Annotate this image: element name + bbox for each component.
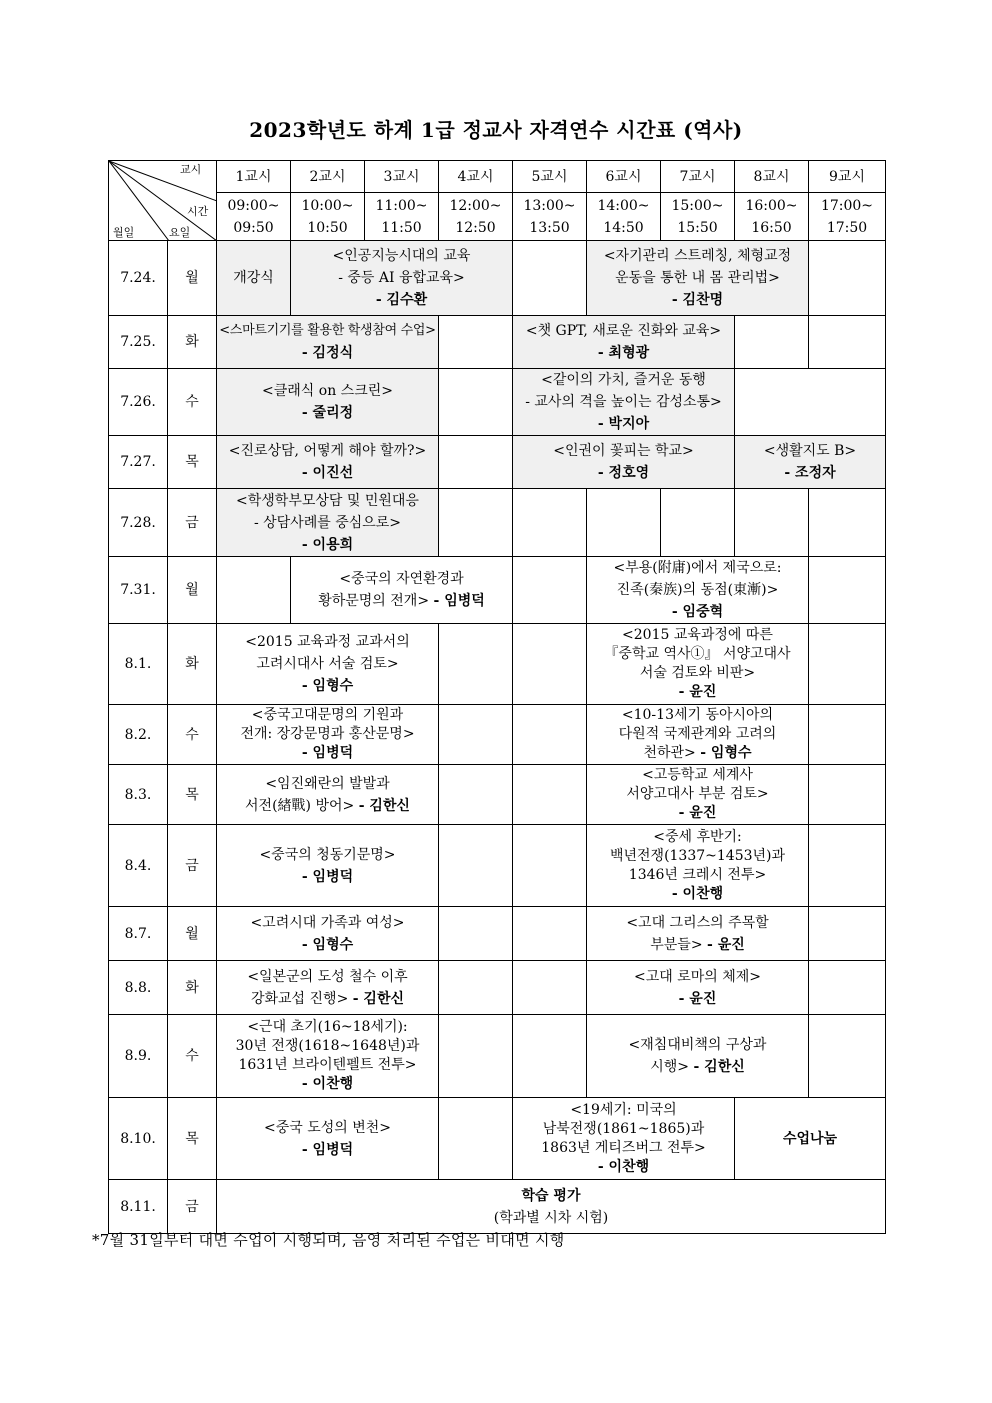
session-block: <학생학부모상담 및 민원대응 - 상담사례를 중심으로> - 이용희 bbox=[217, 489, 439, 557]
session-block: <스마트기기를 활용한 학생참여 수업> - 김정식 bbox=[217, 316, 439, 369]
period-3-time: 11:00~ 11:50 bbox=[365, 193, 439, 241]
session-block: <클래식 on 스크린> - 줄리정 bbox=[217, 369, 439, 436]
period-1-time: 09:00~ 09:50 bbox=[217, 193, 291, 241]
empty-cell bbox=[439, 961, 513, 1015]
row-day: 금 bbox=[168, 489, 217, 557]
empty-cell bbox=[809, 241, 886, 316]
empty-cell bbox=[809, 825, 886, 907]
session-block: <인권이 꽃피는 학교> - 정호영 bbox=[513, 436, 735, 489]
empty-cell bbox=[439, 825, 513, 907]
period-8-label: 8교시 bbox=[735, 161, 809, 193]
empty-cell bbox=[809, 624, 886, 705]
period-1-label: 1교시 bbox=[217, 161, 291, 193]
period-6-time: 14:00~ 14:50 bbox=[587, 193, 661, 241]
timetable bbox=[108, 160, 886, 1234]
session-block: <2015 교육과정 교과서의 고려시대사 서술 검토> - 임형수 bbox=[217, 624, 439, 705]
session-block: <중국의 자연환경과 황하문명의 전개> - 임병덕 bbox=[291, 557, 513, 624]
row-0809 bbox=[109, 1015, 886, 1098]
session-block: <2015 교육과정에 따른 『중학교 역사①』 서양고대사 서술 검토와 비판> - 윤진 bbox=[587, 624, 809, 705]
empty-cell bbox=[735, 369, 886, 436]
corner-label-weekday: 요일 bbox=[169, 226, 191, 239]
period-9-time: 17:00~ 17:50 bbox=[809, 193, 886, 241]
row-0811 bbox=[109, 1180, 886, 1234]
session-opening: 개강식 bbox=[217, 241, 291, 316]
empty-cell bbox=[513, 489, 587, 557]
empty-cell bbox=[217, 557, 291, 624]
session-block: <진로상담, 어떻게 해야 할까?> - 이진선 bbox=[217, 436, 439, 489]
header-row-periods bbox=[109, 161, 886, 193]
corner-label-period: 교시 bbox=[180, 163, 202, 176]
session-block: <챗 GPT, 새로운 진화와 교육> - 최형광 bbox=[513, 316, 735, 369]
row-date: 8.4. bbox=[109, 825, 168, 907]
empty-cell bbox=[809, 705, 886, 765]
row-day: 목 bbox=[168, 436, 217, 489]
row-date: 8.10. bbox=[109, 1098, 168, 1180]
row-date: 8.8. bbox=[109, 961, 168, 1015]
row-day: 수 bbox=[168, 1015, 217, 1098]
session-block: <중국 도성의 변천> - 임병덕 bbox=[217, 1098, 439, 1180]
row-date: 8.3. bbox=[109, 765, 168, 825]
header-row-times bbox=[109, 193, 886, 241]
period-7-time: 15:00~ 15:50 bbox=[661, 193, 735, 241]
empty-cell bbox=[439, 624, 513, 705]
corner-cell bbox=[109, 161, 217, 241]
empty-cell bbox=[439, 489, 513, 557]
empty-cell bbox=[587, 489, 661, 557]
row-day: 화 bbox=[168, 961, 217, 1015]
empty-cell bbox=[513, 1015, 587, 1098]
session-block: <고려시대 가족과 여성> - 임형수 bbox=[217, 907, 439, 961]
session-block: <일본군의 도성 철수 이후 강화교섭 진행> - 김한신 bbox=[217, 961, 439, 1015]
period-7-label: 7교시 bbox=[661, 161, 735, 193]
row-day: 금 bbox=[168, 825, 217, 907]
row-day: 월 bbox=[168, 241, 217, 316]
session-block: <10-13세기 동아시아의 다원적 국제관계와 고려의 천하관> - 임형수 bbox=[587, 705, 809, 765]
period-5-label: 5교시 bbox=[513, 161, 587, 193]
period-2-time: 10:00~ 10:50 bbox=[291, 193, 365, 241]
row-0724 bbox=[109, 241, 886, 316]
row-0725 bbox=[109, 316, 886, 369]
row-day: 월 bbox=[168, 907, 217, 961]
page-title: 2023학년도 하계 1급 정교사 자격연수 시간표 (역사) bbox=[249, 118, 743, 142]
period-9-label: 9교시 bbox=[809, 161, 886, 193]
empty-cell bbox=[809, 765, 886, 825]
row-day: 목 bbox=[168, 1098, 217, 1180]
empty-cell bbox=[513, 825, 587, 907]
row-0731 bbox=[109, 557, 886, 624]
row-date: 8.7. bbox=[109, 907, 168, 961]
empty-cell bbox=[439, 1098, 513, 1180]
empty-cell bbox=[439, 369, 513, 436]
row-0803 bbox=[109, 765, 886, 825]
row-date: 7.31. bbox=[109, 557, 168, 624]
row-day: 월 bbox=[168, 557, 217, 624]
empty-cell bbox=[513, 961, 587, 1015]
row-date: 7.26. bbox=[109, 369, 168, 436]
session-block: <중국의 청동기문명> - 임병덕 bbox=[217, 825, 439, 907]
corner-label-time: 시간 bbox=[187, 205, 209, 218]
row-date: 7.28. bbox=[109, 489, 168, 557]
session-block: <중세 후반기: 백년전쟁(1337~1453년)과 1346년 크레시 전투> - 이찬행 bbox=[587, 825, 809, 907]
session-block: <고등학교 세계사 서양고대사 부분 검토> - 윤진 bbox=[587, 765, 809, 825]
row-0801 bbox=[109, 624, 886, 705]
session-block: <재침대비책의 구상과 시행> - 김한신 bbox=[587, 1015, 809, 1098]
row-0728 bbox=[109, 489, 886, 557]
empty-cell bbox=[513, 624, 587, 705]
session-block: <생활지도 B> - 조정자 bbox=[735, 436, 886, 489]
empty-cell bbox=[809, 557, 886, 624]
row-day: 금 bbox=[168, 1180, 217, 1234]
empty-cell bbox=[439, 436, 513, 489]
row-date: 7.24. bbox=[109, 241, 168, 316]
row-date: 7.25. bbox=[109, 316, 168, 369]
row-day: 수 bbox=[168, 705, 217, 765]
session-block: <19세기: 미국의 남북전쟁(1861~1865)과 1863년 게티즈버그 전투> - 이찬행 bbox=[513, 1098, 735, 1180]
row-date: 8.1. bbox=[109, 624, 168, 705]
session-block: <근대 초기(16~18세기): 30년 전쟁(1618~1648년)과 1631년 브라이텐펠트 전투> - 이찬행 bbox=[217, 1015, 439, 1098]
empty-cell bbox=[809, 1015, 886, 1098]
session-block: <인공지능시대의 교육 - 중등 AI 융합교육> - 김수환 bbox=[291, 241, 513, 316]
row-date: 8.2. bbox=[109, 705, 168, 765]
session-block: <부용(附庸)에서 제국으로: 진족(秦族)의 동점(東漸)> - 임중혁 bbox=[587, 557, 809, 624]
empty-cell bbox=[513, 907, 587, 961]
period-4-time: 12:00~ 12:50 bbox=[439, 193, 513, 241]
row-0807 bbox=[109, 907, 886, 961]
empty-cell bbox=[809, 961, 886, 1015]
row-date: 7.27. bbox=[109, 436, 168, 489]
period-5-time: 13:00~ 13:50 bbox=[513, 193, 587, 241]
session-class-sharing: 수업나눔 bbox=[735, 1098, 886, 1180]
row-day: 화 bbox=[168, 624, 217, 705]
session-evaluation: 학습 평가 (학과별 시차 시험) bbox=[217, 1180, 886, 1234]
empty-cell bbox=[735, 489, 809, 557]
corner-label-month-day: 월일 bbox=[113, 226, 135, 239]
row-0727 bbox=[109, 436, 886, 489]
row-day: 목 bbox=[168, 765, 217, 825]
period-6-label: 6교시 bbox=[587, 161, 661, 193]
empty-cell bbox=[809, 907, 886, 961]
empty-cell bbox=[439, 765, 513, 825]
empty-cell bbox=[439, 907, 513, 961]
empty-cell bbox=[809, 489, 886, 557]
session-block: <임진왜란의 발발과 서전(緖戰) 방어> - 김한신 bbox=[217, 765, 439, 825]
empty-cell bbox=[439, 1015, 513, 1098]
period-3-label: 3교시 bbox=[365, 161, 439, 193]
empty-cell bbox=[735, 316, 809, 369]
row-date: 8.11. bbox=[109, 1180, 168, 1234]
row-0804 bbox=[109, 825, 886, 907]
session-block: <자기관리 스트레칭, 체형교정 운동을 통한 내 몸 관리법> - 김찬명 bbox=[587, 241, 809, 316]
empty-cell bbox=[513, 765, 587, 825]
session-block: <고대 로마의 체제> - 윤진 bbox=[587, 961, 809, 1015]
session-block: <같이의 가치, 즐거운 동행 - 교사의 격을 높이는 감성소통> - 박지아 bbox=[513, 369, 735, 436]
empty-cell bbox=[439, 705, 513, 765]
row-0808 bbox=[109, 961, 886, 1015]
period-2-label: 2교시 bbox=[291, 161, 365, 193]
empty-cell bbox=[661, 489, 735, 557]
empty-cell bbox=[439, 316, 513, 369]
row-0802 bbox=[109, 705, 886, 765]
period-8-time: 16:00~ 16:50 bbox=[735, 193, 809, 241]
row-0726 bbox=[109, 369, 886, 436]
session-block: <고대 그리스의 주목할 부분들> - 윤진 bbox=[587, 907, 809, 961]
empty-cell bbox=[513, 557, 587, 624]
empty-cell bbox=[513, 241, 587, 316]
session-block: <중국고대문명의 기원과 전개: 장강문명과 홍산문명> - 임병덕 bbox=[217, 705, 439, 765]
empty-cell bbox=[513, 705, 587, 765]
row-0810 bbox=[109, 1098, 886, 1180]
row-date: 8.9. bbox=[109, 1015, 168, 1098]
row-day: 수 bbox=[168, 369, 217, 436]
empty-cell bbox=[809, 316, 886, 369]
footnote: *7월 31일부터 대면 수업이 시행되며, 음영 처리된 수업은 비대면 시행 bbox=[92, 1231, 565, 1249]
period-4-label: 4교시 bbox=[439, 161, 513, 193]
row-day: 화 bbox=[168, 316, 217, 369]
